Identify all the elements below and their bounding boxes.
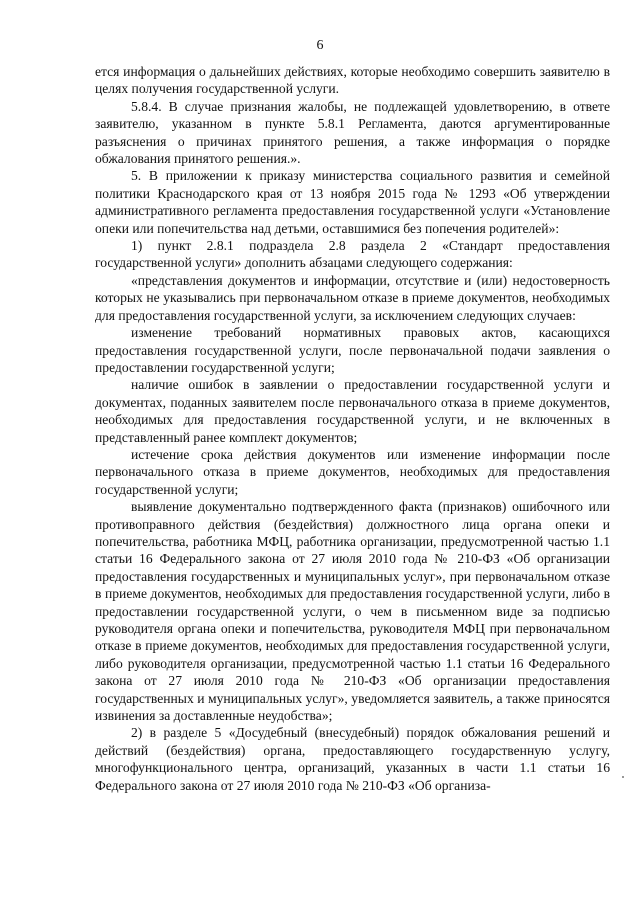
paragraph-subitem-1: 1) пункт 2.8.1 подраздела 2.8 раздела 2 «Стандарт предоставления государственной услуги» дополнить абзацами следующего содержания: — [95, 238, 610, 271]
paragraph-case-misconduct: выявление документально подтвержденного факта (признаков) ошибочного или противоправного действия (бездействия) должностного лица органа опеки и попечительства, работника МФЦ, работника организации, предусмотренной частью 1.1 статьи 16 Федерального закона от 27 июля 2010 года № 210-ФЗ «Об организации предоставления государственных и муниципальных услуг», при первоначальном отказе в приеме документов, необходимых для предоставления государственной услуги, либо в предоставлении государственной услуги, о чем в письменном виде за подписью руководителя органа опеки и попечительства, руководителя МФЦ при первоначальном отказе в приеме документов, необходимых для предоставления государственной услуги, либо руководителя организации, предусмотренной частью 1.1 статьи 16 Федерального закона от 27 июля 2010 года № 210-ФЗ «Об организации предоставления государственных и муниципальных услуг», уведомляется заявитель, а также приносятся извинения за доставленные неудобства»; — [95, 499, 610, 724]
paragraph-case-expiry: истечение срока действия документов или изменение информации после первоначального отказа в приеме документов, необходимых для предоставления государственной услуги; — [95, 446, 610, 497]
paragraph-case-errors: наличие ошибок в заявлении о предоставлении государственной услуги и документах, поданных заявителем после первоначального отказа в приеме документов, необходимых для предоставления государственной услуги, и не включенных в представленный ранее комплект документов; — [95, 377, 610, 445]
paragraph-5-8-4: 5.8.4. В случае признания жалобы, не подлежащей удовлетворению, в ответе заявителю, указанном в пункте 5.8.1 Регламента, даются аргументированные разъяснения о причинах принятого решения, а также информация о порядке обжалования принятого решения.». — [95, 98, 610, 167]
document-body — [95, 63, 610, 794]
paragraph-item-5: 5. В приложении к приказу министерства социального развития и семейной политики Краснодарского края от 13 ноября 2015 года № 1293 «Об утверждении административного регламента предоставления государственной услуги «Установление опеки или попечительства над детьми, оставшимися без попечения родителей»: — [95, 168, 610, 236]
paragraph-subitem-2: 2) в разделе 5 «Досудебный (внесудебный) порядок обжалования решений и действий (бездействия) органа, предоставляющего государственную услугу, многофункционального центра, организаций, указанных в части 1.1 статьи 16 Федерального закона от 27 июля 2010 года № 210-ФЗ «Об организа- — [95, 725, 610, 793]
margin-scan-mark — [622, 776, 624, 778]
paragraph-continuation: ется информация о дальнейших действиях, которые необходимо совершить заявителю в целях получения государственной услуги. — [95, 64, 610, 97]
paragraph-case-requirements-change: изменение требований нормативных правовых актов, касающихся предоставления государственной услуги, после первоначальной подачи заявления о предоставлении государственной услуги; — [95, 325, 610, 375]
paragraph-quote-start: «представления документов и информации, отсутствие и (или) недостоверность которых не указывались при первоначальном отказе в приеме документов, необходимых для предоставления государственной услуги, за исключением следующих случаев: — [95, 272, 610, 323]
page-number: 6 — [316, 38, 324, 53]
